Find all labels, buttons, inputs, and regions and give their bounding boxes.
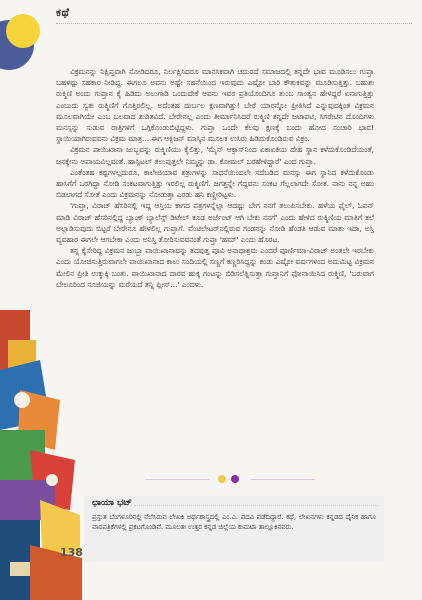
- paragraph: ವಿಕ್ರಮನ ಪಾಯಿಖಾನಾ ಜುಬ್ಬವನ್ನು ರುಕ್ಮಿಣಿಯು ಕೈಲಿತ್ತು, 'ಮೈನ್ ಆಕ್ಸಾಸ್‌ನಿಂದ ಏಕಾಏಕಿಯ ದೇಹ ಸ್ಥಾನ ಕಳೆದುಕೊಂಡಿದೆಯಂತೆ, ಜನಕ್ಕೇನು ಅಪಾಯವಿಲ್ಲವಂತೆ. ಹಾಸ್ಪಿಟಲ್ ತಲುಪುತ್ತಲೇ ನಿಮ್ಮನ್ನು ಡಾ. ಕೋಮಲ್ ಬರಹೇಳಿದ್ದಾರೆ' ಎಂದ ಗುಪ್ತಾ.: [56, 145, 374, 166]
- section-divider: [145, 474, 315, 484]
- section-title: ಕಥೆ: [56, 6, 70, 19]
- divider-line-left: [145, 479, 209, 480]
- author-bio: ಪ್ರಸ್ತುತ ಬೆಂಗಳೂರಿನಲ್ಲಿ ನೆಲೆಸಿರುವ ಲೇಖಕಿ ಅರ್ಥಶಾಸ್ತ್ರದಲ್ಲಿ ಎಂ.ಎ. ಪದವಿ ಪಡೆದಿದ್ದಾರೆ. ಕಥೆ, ಲೇಖನಗಳು ಕನ್ನಡದ ದೈನಿಕ ಹಾಗೂ ವಾರಪತ್ರಿಕೆಗಳಲ್ಲಿ ಪ್ರಕಟಗೊಂಡಿವೆ. ಮೂಲತಃ ಉತ್ತರ ಕನ್ನಡ ಜಿಲ್ಲೆಯ ಕುಮಟಾ ತಾಲ್ಲೂಕಿನವರು.: [92, 513, 376, 532]
- page-header: [0, 0, 422, 34]
- author-bio-box: [84, 496, 384, 562]
- page-number: 138: [60, 546, 83, 559]
- purple-dot-icon: [231, 475, 239, 483]
- yellow-dot-icon: [218, 475, 226, 483]
- author-name: ಛಾಯಾ ಭಟ್: [92, 498, 132, 508]
- story-body: [56, 66, 374, 472]
- divider-line-right: [251, 479, 315, 480]
- paragraph: 'ಗುಪ್ತಾ, ವಿರಾಜ್ ಹೆಸರಿನಲ್ಲಿ ಇದ್ದ ಆಸ್ತಿಯ ಕಾಗದ ಪತ್ರಗಳನ್ನೆಲ್ಲಾ ಆದಷ್ಟು ಬೇಗ ನನಗೆ ತಲುಪಿಸಬೇಕು. ಹಳೆಯ ಫೈಲ್, ಓಪನ್ ಮಾಡಿ ವಿರಾಜ್ ಹೆಸರಿನಲ್ಲಿದ್ದ ಬ್ಯಾಂಕ್ ಬ್ಯಾಲೆನ್ಸ್ ಡಿಟೇಲ್ ಕೂಡ ಅರ್ಜೆಂಟ್ ಆಗಿ ಬೇಕು ನನಗೆ' ಎಂದು ಹೇಳಿದ ರುಕ್ಮಿಣಿಯ ಮಾತಿಗೆ ತಲೆ ಅಲ್ಲಾಡಿಸುವುದು ಬಿಟ್ಟರೆ ಬೇರೇನೂ ಹೇಳಲಿಲ್ಲ ಗುಪ್ತಾಗೆ. ವೆಂಟಿಲೇಟರ್‌ನಲ್ಲಿರುವ ಗಂಡನನ್ನು ನೋಡಿ ಹೆಂಡತಿ ಆಡುವ ಮಾತು ಇದಾ, ಅಸ್ತಿ ವ್ಯವಹಾರ ಈಗಲೇ ಆಗಬೇಕಾ ಎಂದು ಅನಿಸ್ತಿ ತೋರಿಸುವವನಂತೆ ಗುಪ್ತಾ 'ಹಮ್' ಎಂದು ಹೊರಟ.: [56, 201, 374, 245]
- paragraph: ವಿಕ್ರಮನನ್ನು ನಿಕ್ಷಿಪ್ತವಾಗಿ ನೋಡಿದರೂ, ನಿರ್ಲಕ್ಷಿಸಿದರೂ ಮಾನಸಿಕವಾಗಿ ಚದುರದೆ ಸಮಾಜದಲ್ಲಿ ತನ್ನದೇ ಭಾವ ಮೂಡಿಸಲು ಗುಪ್ತಾ ಬಹಳಷ್ಟು ಸಹಕಾರ ನೀಡಿದ್ದ. ಈಗಲೂ ಅವನು ಅಷ್ಟೇ ಸಹನೆಯಿಂದ ಇರುವುದು ಎಷ್ಟೋ ಬಾರಿ ಕೌತುಕವನ್ನು ಮೂಡಿಸುತ್ತಿತ್ತು. ಬಹುಶಃ ರುಕ್ಮಿಣಿ ಅಂದು ಗುಪ್ತಾನ ಕೈ ಹಿಡಿದು ಅಲುಗಾಡಿ ಒಂದುದೇಕೆ ಅವನು ಇವರ ಪ್ರತಿಯೊಂದಿಗೂ ತುಂಬ ಸಾಂತ್ವನ ಹೇಳಿದ್ದರೆ ಏನಾಗುತ್ತಿತ್ತು ಎಂಬುದು ಸ್ವತಃ ರುಕ್ಮಿಣಿಗೆ ಗೊತ್ತಿರಲಿಲ್ಲ. ಅದೆಂತಹ ದುರ್ಬಲ ಕ್ಷಣವಾಗಿತ್ತು! ಬೇರೆ ಯಾರನ್ನೋ ಪ್ರೀತಿಸಿದೆ ಎನ್ನುವುದಕ್ಕಿಂತ ವಿಕ್ರಮನ ಮೂಲವಾಗಿಯೇ ಎಂಬ ಬಲವಾದ ತುಡಿತವಿದೆ. ಬೇರೇನಲ್ಲ ಎಂದು ತೀರ್ಮಾನಿಸಿದರೆ ರುಕ್ಮಿಣಿ ತನ್ನದೇ ಜಟಾಪಟಿ, ಸಿಗರೇಟಿನ ದೊಂದಿಗಳು ಮನಸ್ಸನ್ನು ಸುಡುವ ರಾತ್ರಿಗಳಿಗೆ ಒಗ್ಗಿಕೊಂಡುಬಿಟ್ಟಿದ್ದಳು. ಗುಪ್ತಾ ಒಂದೇ ಕೆಲವು ಕ್ಷಣಕ್ಕೆ ಬಂದು ಹೋದ ಸಂಚಾರಿ ಭಾವ! ಸ್ಥಾಯಿಯಾಗಿರುವವನು ವಿಕ್ರಮ ಮಾತ್ರ... ಈಗ ಆಕ್ಸಿಜನ್ ಮಾಸ್ಕಿನ ಮೂಲಕ ಉಸಿರು ಹಿಡಿದುಕೊಂಡಿರುವ ವಿಕ್ರಂ.: [56, 67, 374, 144]
- paragraph: ತನ್ನ ಕೈಸೇರಿದ್ದ ವಿಕ್ರಮನ ಜುಬ್ಬಾ ಪಾಯಿಖಾನಾವನ್ನು ತದವುತ್ತ ಪೂವಿ ಅನಾಥಾಶ್ರಮ ಎಂದರೆ ಪೂರ್ಣಿಮಾ-ವಿರಾಜ್ ಅಂತಲೇ ಇರಬೇಕು ಎಂದು ಯೋಚಿಸುತ್ತಿರುವಾಗಲೇ ಪಾಯಿಖಾನಾದ ಕಾಲು ಸಂದಿಯಲ್ಲಿ ಸಣ್ಣಗೆ ಕಣ್ಣರಿಸಿದ್ದನ್ನು ಕಂಡು ಎಷ್ಟೋ ವರ್ಷಗಳಿಂದ ಅದುಮಿಟ್ಟ ವಿಕ್ರಮನ ಮೇಲಿನ ಪ್ರೀತಿ ಉಕ್ಕುಕ್ಕಿ ಬಂತು. ಪಾಯಿಖಾನಾದ ದಾರವ ಹುಕ್ಕ ಗಂಟನ್ನು ಬಿಡಿಸಲೆತ್ನಿಸುತ್ತಾ ಗುಪ್ತಾನಿಗೆ ಫೋನಾಯಿಸಿದ ರುಕ್ಮಿಣಿ, 'ಬರುವಾಗ ಬೇಲೂರಿಂದ ಸೂಜಿಯನ್ನು ಮರೆಯದೆ ತನ್ನಿ ಪ್ಲೀಸ್...' ಎಂದಳು.: [56, 246, 374, 289]
- bio-dotted-line: [134, 505, 378, 506]
- yellow-circle-decoration: [6, 14, 40, 48]
- header-dotted-line: [56, 23, 412, 24]
- paragraph: ಎಂತೆಂತಹ ಕಷ್ಟಗಳಲ್ಲದುರೂ, ಕಾಲೇಜಿಯಾವ ಶತ್ರುಗಳನ್ನು ಸಾಧನೆಯಿಂದಲೇ ಸದೆಬಡಿದ ಮನಸ್ಸು ಈಗ ಸ್ಥಾನಿದ ಕಳೆದುಕೊಂಡು ಹಾಸಿಗೆಗೆ ಒರಗಿದ್ದಾ ನೋಡಿ ಸಂಕಟವಾಗುತ್ತಿತ್ತು ಇರಲಿಲ್ಲ ರುಕ್ಮಿಣಿಗೆ. ಜಗತ್ತನ್ನೇ ಗೆದ್ದವನು ಸಂಕಟ ಗೆಲ್ಲಲಾಗದೇ ಸೋತ. ನಾನು ನನ್ನ ಅಹಂ ಬಿಡಲಾಗದೆ ಸೋತೆ ಎಂದು ವಿಕ್ರಮನನ್ನು ನೋಡುತ್ತಾ ಎರಡು ಹನಿ ಕಣ್ಣೀರಿಟ್ಟಳು.: [56, 167, 374, 200]
